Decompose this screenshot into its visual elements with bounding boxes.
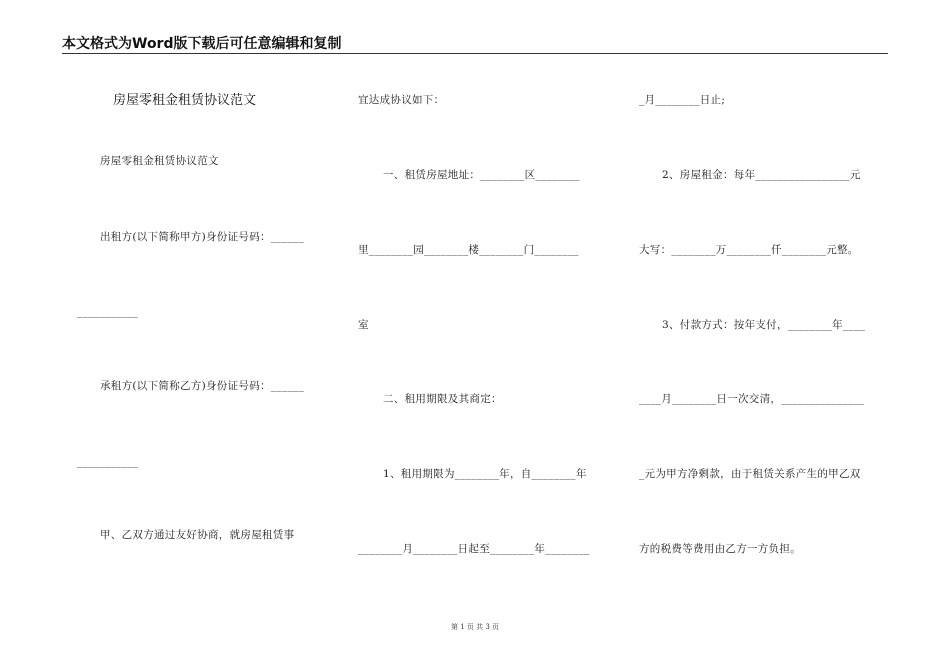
paragraph-line: 大写：________万________仟________元整。: [639, 244, 859, 256]
paragraph-line: 1、租用期限为________年，自________年: [383, 468, 587, 480]
page-header: 本文格式为Word版下载后可任意编辑和复制: [62, 36, 342, 52]
paragraph-line: _月________日止;: [639, 94, 726, 106]
paragraph-line: 方的税费等费用由乙方一方负担。: [639, 543, 801, 555]
paragraph-line: ____月________日一次交清，_______________: [639, 393, 865, 405]
header-rule: [62, 53, 888, 54]
paragraph-line: 宜达成协议如下：: [358, 94, 445, 106]
page-number-footer: 第 1 页 共 3 页: [450, 623, 500, 631]
paragraph-line: ___________: [77, 306, 139, 318]
paragraph-line: 3、付款方式：按年支付，________年____: [662, 319, 866, 331]
paragraph-line: 二、租用期限及其商定：: [383, 393, 502, 405]
paragraph-line: 甲、乙双方通过友好协商，就房屋租赁事: [100, 529, 295, 541]
paragraph-line: 一、租赁房屋地址：________区________: [383, 169, 580, 181]
paragraph-line: ___________: [77, 456, 139, 468]
paragraph-line: 室: [358, 319, 369, 331]
paragraph-line: 房屋零租金租赁协议范文: [100, 155, 219, 167]
document-title: 房屋零租金租赁协议范文: [113, 93, 257, 108]
paragraph-line: _元为甲方净剩款，由于租赁关系产生的甲乙双: [639, 468, 861, 480]
paragraph-line: 里________园________楼________门________: [358, 244, 579, 256]
paragraph-line: 2、房屋租金：每年_________________元: [662, 169, 861, 181]
paragraph-line: 出租方(以下简称甲方)身份证号码：______: [100, 231, 305, 243]
paragraph-line: 承租方(以下简称乙方)身份证号码：______: [100, 380, 305, 392]
paragraph-line: ________月________日起至________年________: [358, 543, 590, 555]
